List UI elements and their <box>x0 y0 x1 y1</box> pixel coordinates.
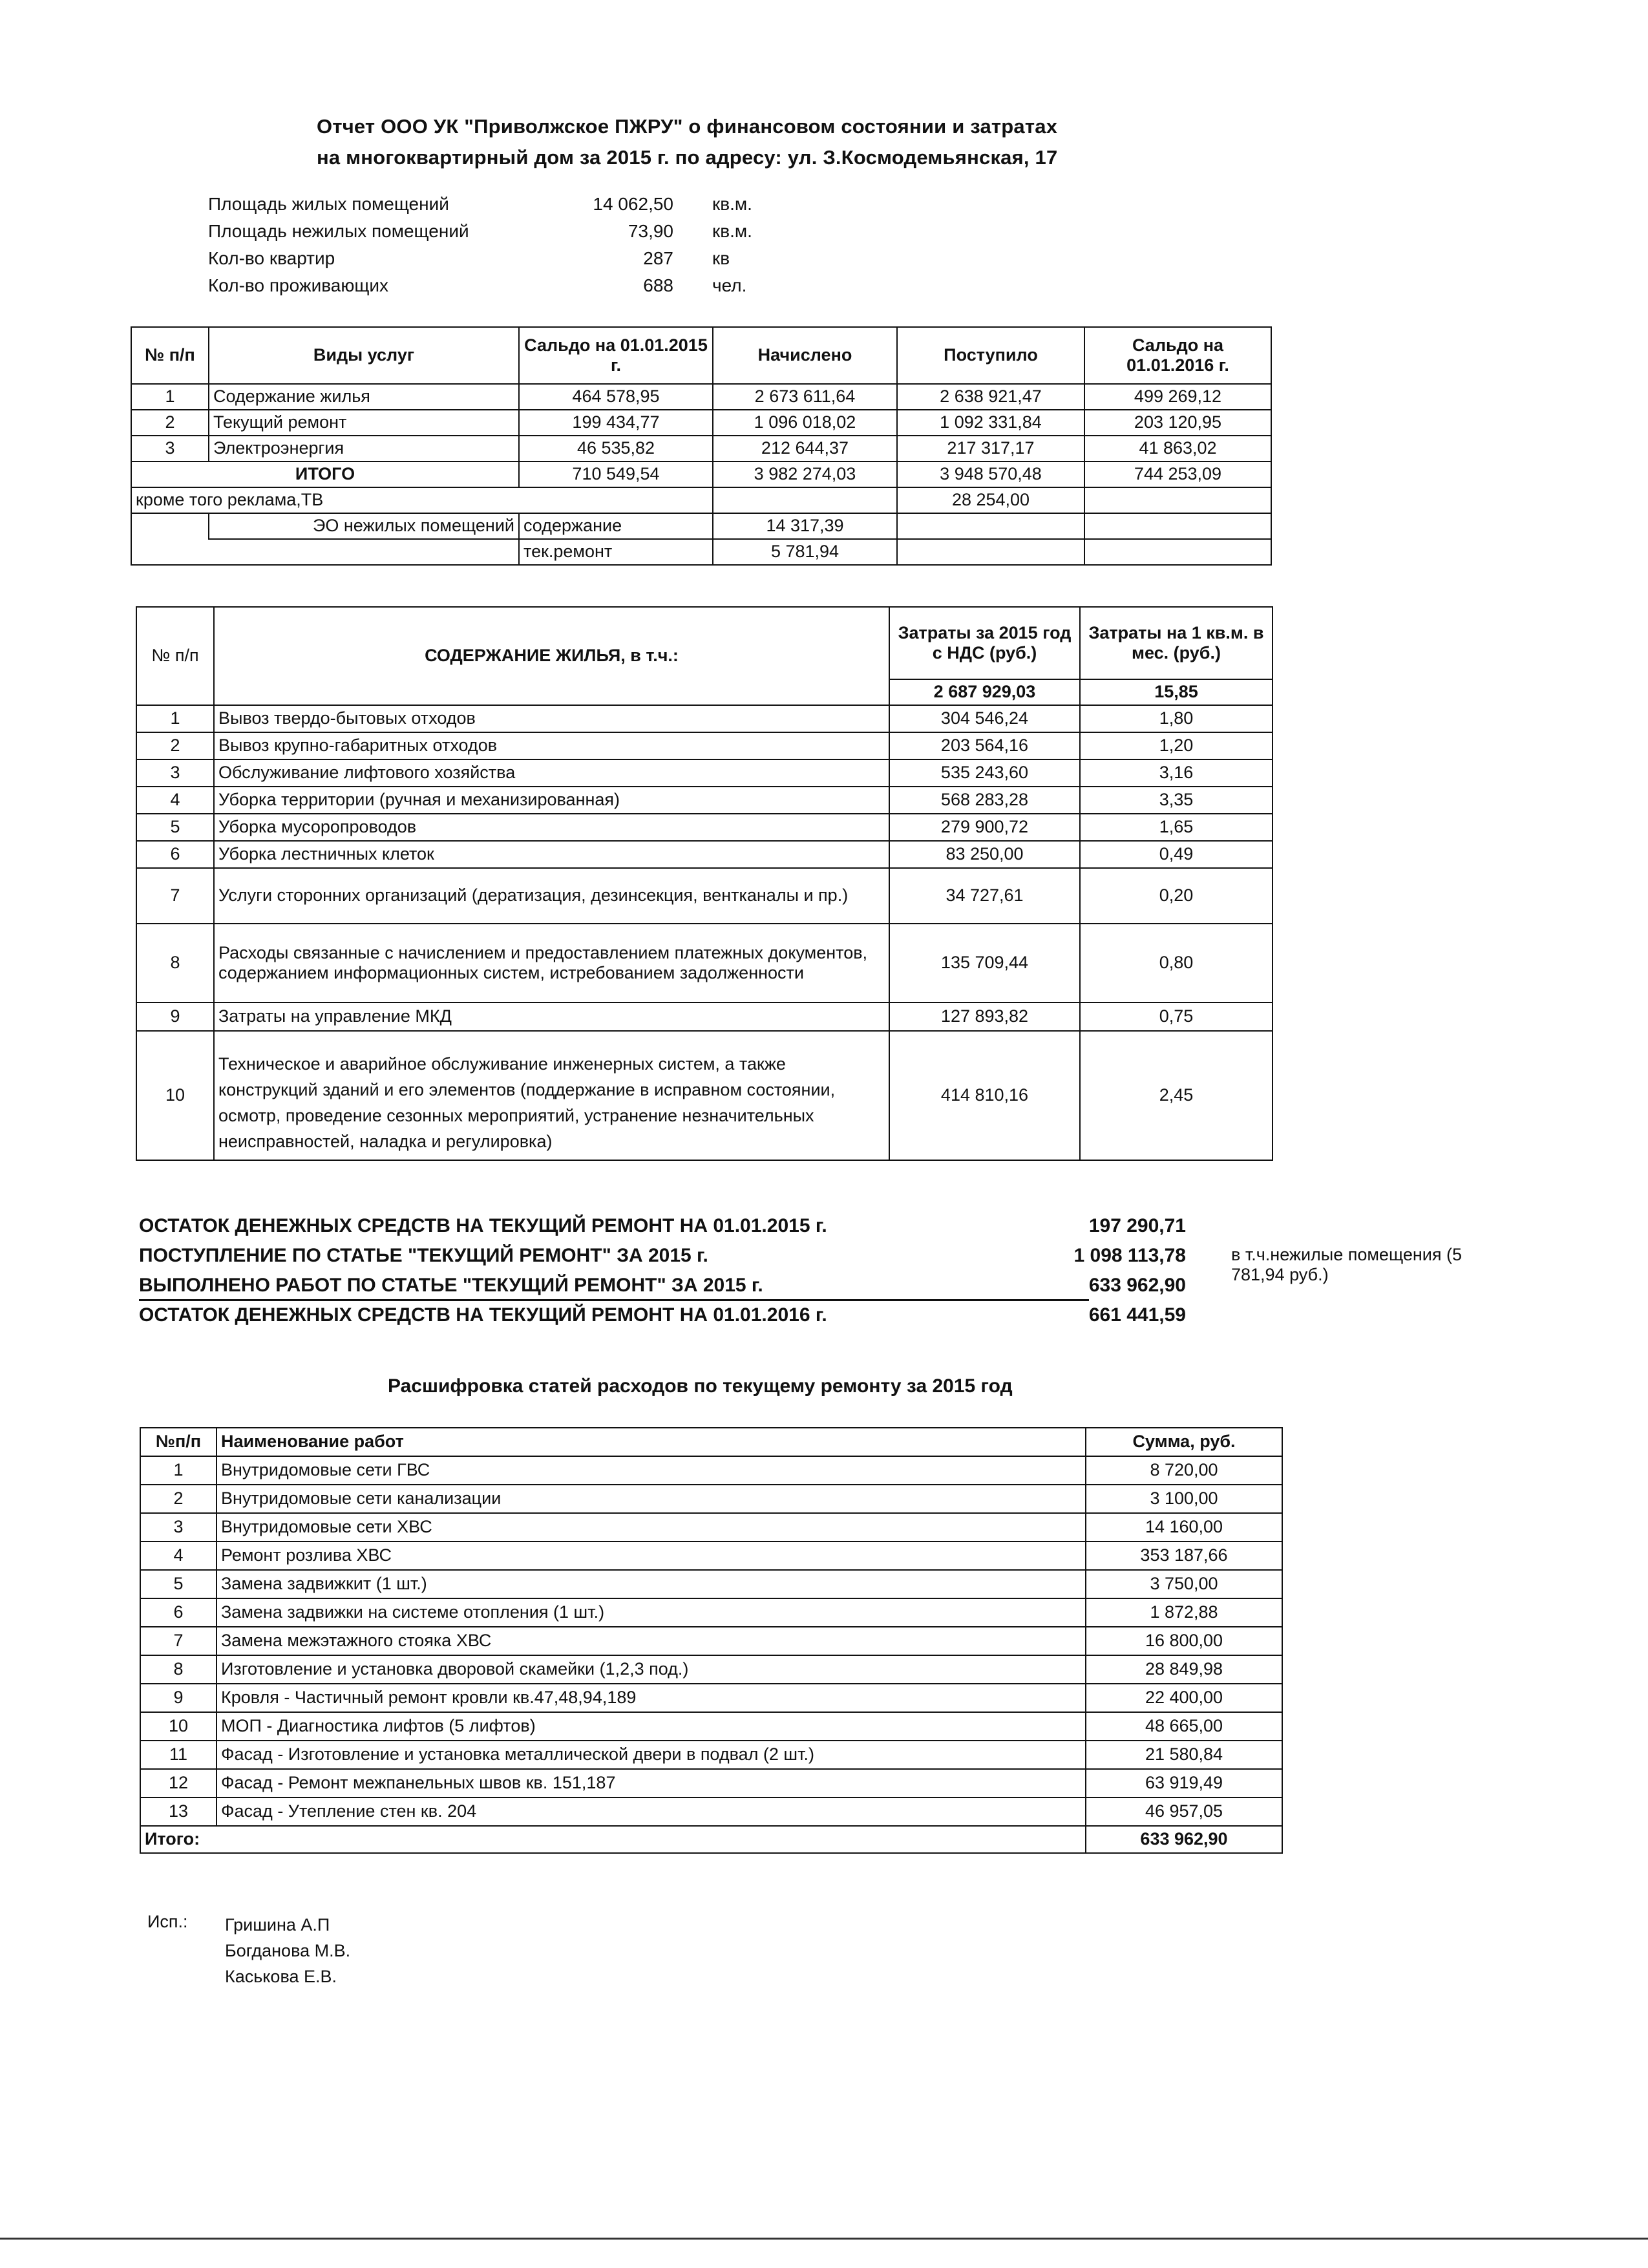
balance-row <box>139 1215 1496 1245</box>
header-cell: Сальдо на 01.01.2015 г. <box>519 327 713 384</box>
work-sum: 14 160,00 <box>1086 1513 1282 1542</box>
item-per-m2: 0,80 <box>1080 924 1273 1002</box>
nonresidential-sub2: тек.ремонт <box>519 539 713 565</box>
work-name: Внутридомовые сети ГВС <box>217 1456 1086 1485</box>
work-sum: 3 750,00 <box>1086 1570 1282 1598</box>
row-number: 7 <box>140 1627 217 1655</box>
empty-cell <box>897 513 1084 539</box>
item-cost: 304 546,24 <box>889 705 1080 732</box>
balance-divider <box>139 1299 1089 1301</box>
row-number: 1 <box>131 384 209 410</box>
work-sum: 22 400,00 <box>1086 1684 1282 1712</box>
header-cell: Поступило <box>897 327 1084 384</box>
info-value: 287 <box>643 248 673 268</box>
row-number: 8 <box>140 1655 217 1684</box>
row-number: 8 <box>136 924 214 1002</box>
nonresidential-sub1: содержание <box>519 513 713 539</box>
services-table <box>131 326 1272 566</box>
executors-names <box>225 1912 483 1989</box>
work-sum: 353 187,66 <box>1086 1542 1282 1570</box>
item-cost: 127 893,82 <box>889 1002 1080 1031</box>
table-row <box>136 868 1273 924</box>
total-row <box>131 461 1271 487</box>
table-row <box>140 1456 1282 1485</box>
info-unit: кв <box>712 248 730 268</box>
row-number: 12 <box>140 1769 217 1797</box>
item-name: Уборка территории (ручная и механизированная) <box>214 787 889 814</box>
report-title <box>317 111 1157 173</box>
page-bottom-rule <box>0 2238 1648 2240</box>
total-per-m2: 15,85 <box>1080 679 1273 705</box>
info-row <box>208 194 790 221</box>
empty-cell <box>713 487 897 513</box>
header-cell: № п/п <box>136 607 214 705</box>
row-number: 5 <box>136 814 214 841</box>
building-info <box>208 194 790 302</box>
header-cell: СОДЕРЖАНИЕ ЖИЛЬЯ, в т.ч.: <box>214 607 889 705</box>
balance-row <box>139 1245 1496 1284</box>
info-row <box>208 221 790 248</box>
info-value: 14 062,50 <box>593 194 673 214</box>
item-cost: 535 243,60 <box>889 759 1080 787</box>
table-row <box>140 1769 1282 1797</box>
balance-note: в т.ч.нежилые помещения (5 781,94 руб.) <box>1231 1245 1462 1284</box>
charged: 2 673 611,64 <box>713 384 897 410</box>
item-cost: 135 709,44 <box>889 924 1080 1002</box>
nonresidential-val2: 5 781,94 <box>713 539 897 565</box>
work-name: Замена межэтажного стояка ХВС <box>217 1627 1086 1655</box>
item-per-m2: 2,45 <box>1080 1031 1273 1160</box>
header-cell: Сальдо на 01.01.2016 г. <box>1084 327 1271 384</box>
empty-cell <box>1084 539 1271 565</box>
item-cost: 568 283,28 <box>889 787 1080 814</box>
ads-received: 28 254,00 <box>897 487 1084 513</box>
item-name: Уборка лестничных клеток <box>214 841 889 868</box>
balance-2015: 464 578,95 <box>519 384 713 410</box>
info-row <box>208 248 790 275</box>
work-name: Внутридомовые сети канализации <box>217 1485 1086 1513</box>
item-per-m2: 1,20 <box>1080 732 1273 759</box>
repair-fund-balance <box>139 1215 1496 1334</box>
work-name: Замена задвижки на системе отопления (1 шт.) <box>217 1598 1086 1627</box>
item-per-m2: 0,75 <box>1080 1002 1273 1031</box>
repairs-title: Расшифровка статей расходов по текущему ремонту за 2015 год <box>388 1375 1013 1397</box>
service-name: Содержание жилья <box>209 384 519 410</box>
info-label: Площадь нежилых помещений <box>208 221 469 241</box>
balance-label: ВЫПОЛНЕНО РАБОТ ПО СТАТЬЕ "ТЕКУЩИЙ РЕМОНТ" ЗА 2015 г. <box>139 1275 763 1296</box>
service-name: Электроэнергия <box>209 436 519 461</box>
item-name: Вывоз твердо-бытовых отходов <box>214 705 889 732</box>
info-value: 73,90 <box>628 221 673 241</box>
table-row <box>136 1031 1273 1160</box>
item-cost: 34 727,61 <box>889 868 1080 924</box>
info-value: 688 <box>643 275 673 295</box>
header-cell: Начислено <box>713 327 897 384</box>
work-name: Фасад - Изготовление и установка металлической двери в подвал (2 шт.) <box>217 1741 1086 1769</box>
table-header-row <box>140 1428 1282 1456</box>
info-label: Площадь жилых помещений <box>208 194 449 214</box>
row-number: 6 <box>140 1598 217 1627</box>
row-number: 7 <box>136 868 214 924</box>
row-number: 2 <box>136 732 214 759</box>
row-number: 3 <box>140 1513 217 1542</box>
item-name: Затраты на управление МКД <box>214 1002 889 1031</box>
table-row <box>136 759 1273 787</box>
table-row <box>136 787 1273 814</box>
balance-2015: 46 535,82 <box>519 436 713 461</box>
work-sum: 8 720,00 <box>1086 1456 1282 1485</box>
info-unit: кв.м. <box>712 221 752 241</box>
table-header-row <box>136 607 1273 679</box>
row-number: 4 <box>136 787 214 814</box>
table-row <box>140 1542 1282 1570</box>
total-charged: 3 982 274,03 <box>713 461 897 487</box>
table-row <box>140 1627 1282 1655</box>
received: 1 092 331,84 <box>897 410 1084 436</box>
table-row <box>140 1513 1282 1542</box>
received: 2 638 921,47 <box>897 384 1084 410</box>
item-per-m2: 3,35 <box>1080 787 1273 814</box>
header-cell: Затраты за 2015 год с НДС (руб.) <box>889 607 1080 679</box>
total-balance-2015: 710 549,54 <box>519 461 713 487</box>
executors-label: Исп.: <box>147 1912 188 1931</box>
balance-2015: 199 434,77 <box>519 410 713 436</box>
work-name: Кровля - Частичный ремонт кровли кв.47,48,94,189 <box>217 1684 1086 1712</box>
table-row <box>131 410 1271 436</box>
balance-label: ПОСТУПЛЕНИЕ ПО СТАТЬЕ "ТЕКУЩИЙ РЕМОНТ" ЗА 2015 г. <box>139 1245 708 1266</box>
empty-cell <box>131 513 209 539</box>
row-number: 5 <box>140 1570 217 1598</box>
table-row <box>136 732 1273 759</box>
row-number: 2 <box>131 410 209 436</box>
table-row <box>140 1712 1282 1741</box>
balance-label: ОСТАТОК ДЕНЕЖНЫХ СРЕДСТВ НА ТЕКУЩИЙ РЕМОНТ НА 01.01.2015 г. <box>139 1215 827 1236</box>
table-row <box>140 1485 1282 1513</box>
row-number: 10 <box>140 1712 217 1741</box>
header-cell: Затраты на 1 кв.м. в мес. (руб.) <box>1080 607 1273 679</box>
info-label: Кол-во проживающих <box>208 275 389 295</box>
item-per-m2: 3,16 <box>1080 759 1273 787</box>
report-title-line2: на многоквартирный дом за 2015 г. по адресу: ул. З.Космодемьянская, 17 <box>317 146 1058 169</box>
repairs-table <box>140 1427 1283 1854</box>
work-sum: 21 580,84 <box>1086 1741 1282 1769</box>
balance-2016: 499 269,12 <box>1084 384 1271 410</box>
item-name: Техническое и аварийное обслуживание инженерных систем, а также конструкций зданий и его элементов (поддержание в исправном состоянии, осмотр, проведение сезонных мероприятий, устранение незначительных неисправностей, наладка и регулировка) <box>214 1031 889 1160</box>
info-label: Кол-во квартир <box>208 248 335 268</box>
balance-value: 1 098 113,78 <box>1073 1245 1186 1266</box>
total-received: 3 948 570,48 <box>897 461 1084 487</box>
balance-2016: 203 120,95 <box>1084 410 1271 436</box>
item-name: Расходы связанные с начислением и предоставлением платежных документов, содержанием информационных систем, истребованием задолженности <box>214 924 889 1002</box>
table-row <box>136 841 1273 868</box>
work-sum: 3 100,00 <box>1086 1485 1282 1513</box>
charged: 212 644,37 <box>713 436 897 461</box>
table-header-row <box>131 327 1271 384</box>
work-sum: 63 919,49 <box>1086 1769 1282 1797</box>
info-unit: кв.м. <box>712 194 752 214</box>
nonresidential-label: ЭО нежилых помещений <box>209 513 519 539</box>
report-title-line1: Отчет ООО УК "Приволжское ПЖРУ" о финансовом состоянии и затратах <box>317 115 1058 138</box>
work-name: Фасад - Ремонт межпанельных швов кв. 151,187 <box>217 1769 1086 1797</box>
total-sum: 633 962,90 <box>1086 1826 1282 1853</box>
empty-cell <box>131 539 209 565</box>
nonresidential-row <box>131 539 1271 565</box>
table-row <box>131 384 1271 410</box>
table-row <box>136 705 1273 732</box>
item-per-m2: 0,49 <box>1080 841 1273 868</box>
charged: 1 096 018,02 <box>713 410 897 436</box>
table-row <box>140 1598 1282 1627</box>
item-cost: 83 250,00 <box>889 841 1080 868</box>
balance-row <box>139 1304 1496 1334</box>
item-name: Услуги сторонних организаций (дератизация, дезинсекция, вентканалы и пр.) <box>214 868 889 924</box>
row-number: 9 <box>140 1684 217 1712</box>
table-row <box>131 436 1271 461</box>
total-label: ИТОГО <box>131 461 519 487</box>
info-unit: чел. <box>712 275 747 295</box>
balance-label: ОСТАТОК ДЕНЕЖНЫХ СРЕДСТВ НА ТЕКУЩИЙ РЕМОНТ НА 01.01.2016 г. <box>139 1304 827 1326</box>
balance-value: 197 290,71 <box>1088 1215 1186 1236</box>
row-number: 3 <box>131 436 209 461</box>
info-row <box>208 275 790 302</box>
item-name: Обслуживание лифтового хозяйства <box>214 759 889 787</box>
item-cost: 414 810,16 <box>889 1031 1080 1160</box>
table-row <box>136 814 1273 841</box>
executor-name: Каськова Е.В. <box>225 1967 337 1986</box>
row-number: 1 <box>140 1456 217 1485</box>
work-sum: 1 872,88 <box>1086 1598 1282 1627</box>
empty-cell <box>897 539 1084 565</box>
row-number: 4 <box>140 1542 217 1570</box>
row-number: 6 <box>136 841 214 868</box>
executor-name: Гришина А.П <box>225 1915 330 1934</box>
header-cell: Сумма, руб. <box>1086 1428 1282 1456</box>
ads-row <box>131 487 1271 513</box>
work-name: Внутридомовые сети ХВС <box>217 1513 1086 1542</box>
empty-cell <box>209 539 519 565</box>
row-number: 2 <box>140 1485 217 1513</box>
ads-label: кроме того реклама,ТВ <box>131 487 713 513</box>
work-name: Замена задвижкит (1 шт.) <box>217 1570 1086 1598</box>
item-per-m2: 1,80 <box>1080 705 1273 732</box>
total-cost: 2 687 929,03 <box>889 679 1080 705</box>
item-name: Вывоз крупно-габаритных отходов <box>214 732 889 759</box>
item-per-m2: 1,65 <box>1080 814 1273 841</box>
row-number: 10 <box>136 1031 214 1160</box>
work-sum: 16 800,00 <box>1086 1627 1282 1655</box>
table-row <box>140 1797 1282 1826</box>
work-sum: 46 957,05 <box>1086 1797 1282 1826</box>
item-cost: 203 564,16 <box>889 732 1080 759</box>
work-name: Изготовление и установка дворовой скамейки (1,2,3 под.) <box>217 1655 1086 1684</box>
table-row <box>136 1002 1273 1031</box>
empty-cell <box>1084 513 1271 539</box>
maintenance-table <box>136 606 1273 1161</box>
table-row <box>140 1684 1282 1712</box>
received: 217 317,17 <box>897 436 1084 461</box>
table-row <box>140 1741 1282 1769</box>
table-row <box>140 1655 1282 1684</box>
total-label: Итого: <box>140 1826 1086 1853</box>
executor-name: Богданова М.В. <box>225 1941 351 1960</box>
header-cell: Наименование работ <box>217 1428 1086 1456</box>
total-row <box>140 1826 1282 1853</box>
total-balance-2016: 744 253,09 <box>1084 461 1271 487</box>
header-cell: Виды услуг <box>209 327 519 384</box>
service-name: Текущий ремонт <box>209 410 519 436</box>
row-number: 11 <box>140 1741 217 1769</box>
item-name: Уборка мусоропроводов <box>214 814 889 841</box>
nonresidential-row <box>131 513 1271 539</box>
row-number: 3 <box>136 759 214 787</box>
item-per-m2: 0,20 <box>1080 868 1273 924</box>
work-name: Ремонт розлива ХВС <box>217 1542 1086 1570</box>
work-name: МОП - Диагностика лифтов (5 лифтов) <box>217 1712 1086 1741</box>
row-number: 13 <box>140 1797 217 1826</box>
balance-value: 633 962,90 <box>1088 1275 1186 1296</box>
balance-2016: 41 863,02 <box>1084 436 1271 461</box>
table-row <box>136 924 1273 1002</box>
work-sum: 28 849,98 <box>1086 1655 1282 1684</box>
nonresidential-val1: 14 317,39 <box>713 513 897 539</box>
row-number: 9 <box>136 1002 214 1031</box>
empty-cell <box>1084 487 1271 513</box>
item-cost: 279 900,72 <box>889 814 1080 841</box>
row-number: 1 <box>136 705 214 732</box>
header-cell: № п/п <box>131 327 209 384</box>
balance-value: 661 441,59 <box>1088 1304 1186 1326</box>
work-sum: 48 665,00 <box>1086 1712 1282 1741</box>
header-cell: №п/п <box>140 1428 217 1456</box>
work-name: Фасад - Утепление стен кв. 204 <box>217 1797 1086 1826</box>
table-row <box>140 1570 1282 1598</box>
